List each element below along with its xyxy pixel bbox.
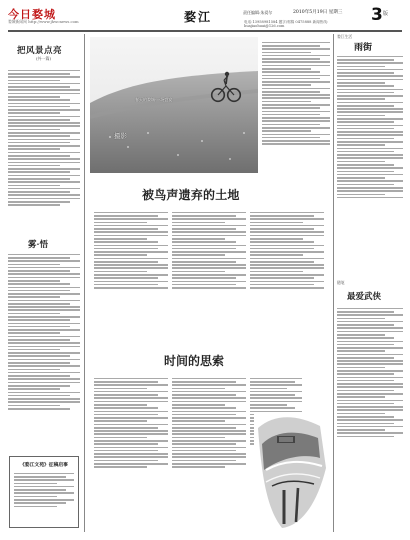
right-column [337, 34, 403, 532]
right-title-2: 最爱武侠 [347, 292, 382, 302]
main-article-2-col-2 [172, 376, 246, 532]
photo-credit: 摄影 [114, 132, 127, 140]
masthead [8, 6, 402, 30]
article-title-left-1: 把风景点亮 [17, 46, 63, 56]
right-title-1: 雨街 [354, 43, 373, 53]
right-divider [333, 34, 334, 532]
top-photo [90, 37, 258, 173]
right-text-2 [337, 306, 403, 439]
cyclist-photo-icon [90, 37, 258, 173]
right-tag-2: 随笔 [337, 280, 345, 285]
main-article-2-col-1 [94, 376, 168, 532]
photo-caption: 春天的婺城·一场盛宴 [135, 97, 173, 102]
phone-line: 电话:13958981584 题字/郭锦 0475888 新闻热线: huajiaohuai@126.com [244, 20, 329, 29]
main-article-1-col-2 [172, 210, 246, 350]
left-column [8, 34, 80, 532]
river-bridge-picture [254, 412, 328, 530]
main-article-1-col-3 [250, 210, 324, 350]
right-text-1 [337, 54, 403, 200]
main-article-title-1: 被鸟声遗弃的土地 [142, 188, 240, 202]
main-article-title-2: 时间的思索 [164, 354, 225, 368]
article-title-left-2: 雾·悟 [28, 240, 48, 250]
brand-logo: 今日婺城 [8, 8, 56, 21]
page-unit: 版 [383, 11, 389, 17]
page-number: 3 [371, 5, 383, 25]
left-column-text-1 [8, 68, 80, 208]
submission-notice-title: 《婺江文苑》征稿启事 [20, 462, 68, 468]
section-title: 婺江 [184, 10, 213, 24]
left-divider [84, 34, 85, 532]
brand-subtitle: 婺城新闻网 http://www.jhwcnews.com [8, 19, 79, 24]
header-rule [8, 30, 402, 32]
article-subtitle-left-1: (外一篇) [36, 56, 52, 61]
date-line: 2010年5月19日 星期三 [293, 10, 343, 15]
editor-line: 责任编辑:朱爱尔 [243, 10, 273, 15]
right-tag-1: 婺江生活 [337, 34, 353, 39]
left-column-text-2 [8, 252, 80, 411]
submission-notice-lines [14, 471, 74, 509]
main-top-right-text [262, 40, 330, 182]
submission-notice-box [9, 456, 79, 528]
river-bridge-illustration-icon [254, 412, 328, 530]
main-article-1-col-1 [94, 210, 168, 350]
